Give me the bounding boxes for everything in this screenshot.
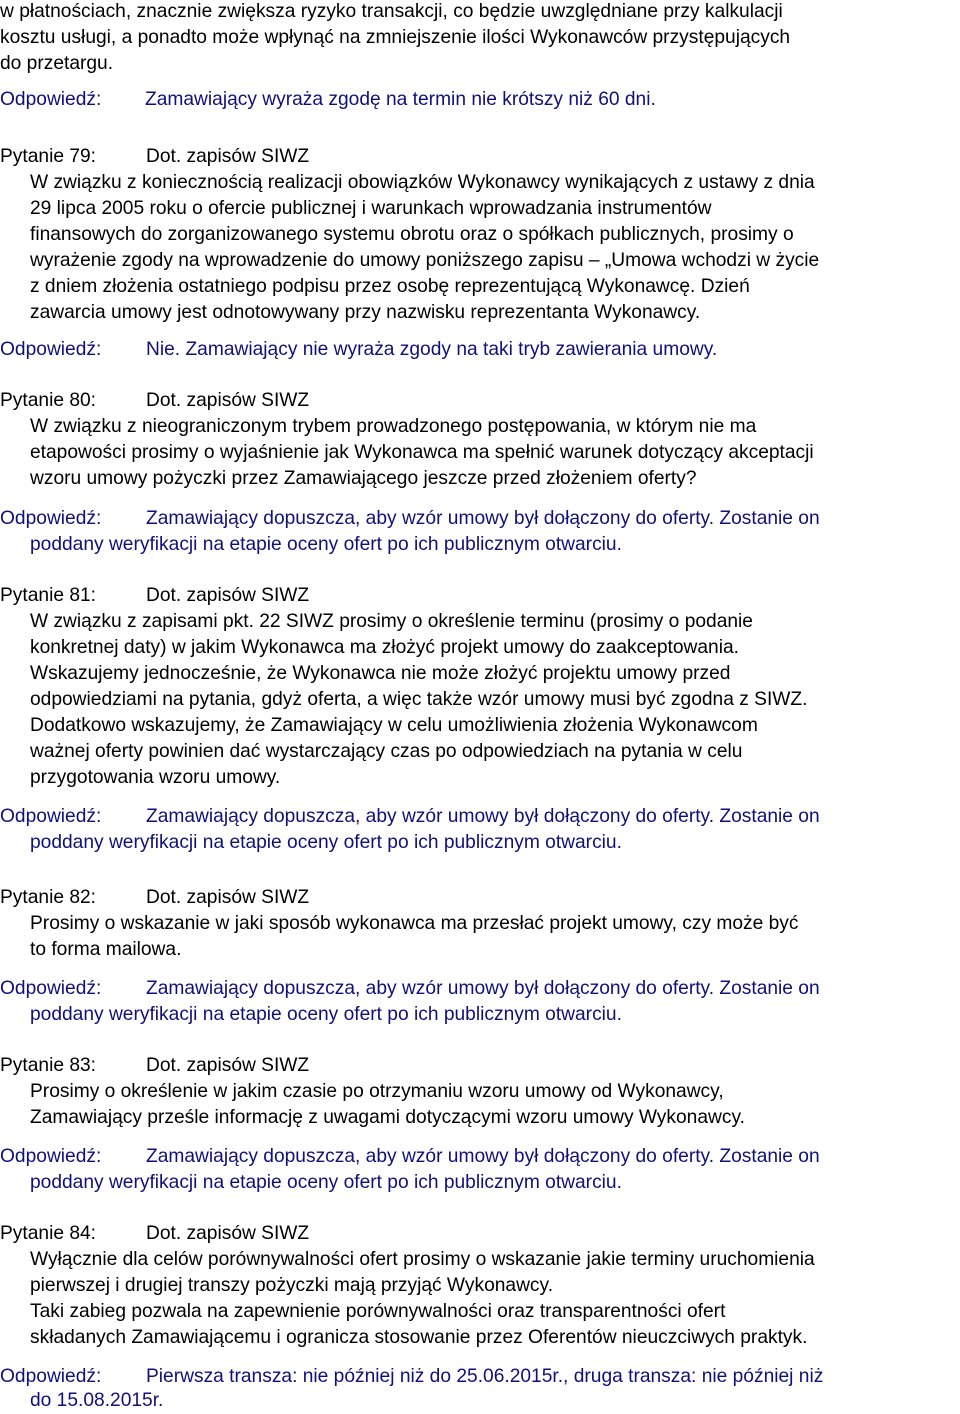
answer-label: Odpowiedź: (0, 89, 102, 110)
question-line: konkretnej daty) w jakim Wykonawca ma złożyć projekt umowy do zaakceptowania. (30, 637, 739, 658)
question-ref: Dot. zapisów SIWZ (146, 887, 310, 908)
question-line: Taki zabieg pozwala na zapewnienie porównywalności oraz transparentności ofert (30, 1301, 726, 1322)
answer-line: poddany weryfikacji na etapie oceny ofert po ich publicznym otwarciu. (30, 534, 622, 555)
answer-text: Zamawiający wyraża zgodę na termin nie krótszy niż 60 dni. (145, 89, 656, 110)
paragraph-line: kosztu usługi, a ponadto może wpłynąć na zmniejszenie ilości Wykonawców przystępujących (0, 27, 791, 48)
answer-line: Pierwsza transza: nie później niż do 25.06.2015r., druga transza: nie później niż (146, 1366, 824, 1387)
question-line: przygotowania wzoru umowy. (30, 767, 281, 788)
answer-line: poddany weryfikacji na etapie oceny ofert po ich publicznym otwarciu. (30, 832, 622, 853)
answer-line: Zamawiający dopuszcza, aby wzór umowy był dołączony do oferty. Zostanie on (146, 508, 820, 529)
question-line: Wyłącznie dla celów porównywalności ofert prosimy o wskazanie jakie terminy uruchomienia (30, 1249, 815, 1270)
question-title: Pytanie 81: (0, 585, 97, 606)
question-line: wzoru umowy pożyczki przez Zamawiającego jeszcze przed złożeniem oferty? (30, 468, 697, 489)
question-line: odpowiedziami na pytania, gdyż oferta, a więc także wzór umowy musi być zgodna z SIWZ. (30, 689, 808, 710)
answer-line: Nie. Zamawiający nie wyraża zgody na taki tryb zawierania umowy. (146, 339, 718, 360)
question-line: W związku z koniecznością realizacji obowiązków Wykonawcy wynikających z ustawy z dnia (30, 172, 815, 193)
question-ref: Dot. zapisów SIWZ (146, 146, 310, 167)
question-title: Pytanie 80: (0, 390, 97, 411)
question-title: Pytanie 84: (0, 1223, 97, 1244)
answer-label: Odpowiedź: (0, 978, 102, 999)
answer-label: Odpowiedź: (0, 339, 102, 360)
question-line: Prosimy o wskazanie w jaki sposób wykonawca ma przesłać projekt umowy, czy może być (30, 913, 799, 934)
question-line: składanych Zamawiającemu i ogranicza stosowanie przez Oferentów nieuczciwych praktyk. (30, 1327, 808, 1348)
question-title: Pytanie 82: (0, 887, 97, 908)
question-line: ważnej oferty powinien dać wystarczający czas po odpowiedziach na pytania w celu (30, 741, 743, 762)
question-ref: Dot. zapisów SIWZ (146, 1055, 310, 1076)
question-title: Pytanie 79: (0, 146, 97, 167)
answer-line: do 15.08.2015r. (30, 1390, 164, 1411)
answer-line: Zamawiający dopuszcza, aby wzór umowy był dołączony do oferty. Zostanie on (146, 1146, 820, 1167)
question-line: W związku z zapisami pkt. 22 SIWZ prosimy o określenie terminu (prosimy o podanie (30, 611, 753, 632)
question-title: Pytanie 83: (0, 1055, 97, 1076)
question-line: pierwszej i drugiej transzy pożyczki mają przyjąć Wykonawcy. (30, 1275, 554, 1296)
question-ref: Dot. zapisów SIWZ (146, 1223, 310, 1244)
question-line: finansowych do zorganizowanego systemu obrotu oraz o spółkach publicznych, prosimy o (30, 224, 794, 245)
answer-line: poddany weryfikacji na etapie oceny ofert po ich publicznym otwarciu. (30, 1004, 622, 1025)
answer-line: poddany weryfikacji na etapie oceny ofert po ich publicznym otwarciu. (30, 1172, 622, 1193)
question-line: Zamawiający prześle informację z uwagami dotyczącymi wzoru umowy Wykonawcy. (30, 1107, 745, 1128)
question-line: Wskazujemy jednocześnie, że Wykonawca nie może złożyć projektu umowy przed (30, 663, 731, 684)
question-line: etapowości prosimy o wyjaśnienie jak Wykonawca ma spełnić warunek dotyczący akceptacji (30, 442, 814, 463)
answer-label: Odpowiedź: (0, 806, 102, 827)
question-line: z dniem złożenia ostatniego podpisu przez osobę reprezentującą Wykonawcę. Dzień (30, 276, 750, 297)
question-line: zawarcia umowy jest odnotowywany przy nazwisku reprezentanta Wykonawcy. (30, 302, 701, 323)
question-ref: Dot. zapisów SIWZ (146, 585, 310, 606)
paragraph-line: do przetargu. (0, 53, 114, 74)
paragraph-line: w płatnościach, znacznie zwiększa ryzyko transakcji, co będzie uwzględniane przy kalkulacji (0, 1, 783, 22)
question-line: W związku z nieograniczonym trybem prowadzonego postępowania, w którym nie ma (30, 416, 757, 437)
question-ref: Dot. zapisów SIWZ (146, 390, 310, 411)
question-line: wyrażenie zgody na wprowadzenie do umowy poniższego zapisu – „Umowa wchodzi w życie (30, 250, 820, 271)
question-line: Dodatkowo wskazujemy, że Zamawiający w celu umożliwienia złożenia Wykonawcom (30, 715, 758, 736)
answer-line: Zamawiający dopuszcza, aby wzór umowy był dołączony do oferty. Zostanie on (146, 978, 820, 999)
question-line: Prosimy o określenie w jakim czasie po otrzymaniu wzoru umowy od Wykonawcy, (30, 1081, 724, 1102)
question-line: to forma mailowa. (30, 939, 182, 960)
answer-label: Odpowiedź: (0, 1366, 102, 1387)
answer-label: Odpowiedź: (0, 1146, 102, 1167)
question-line: 29 lipca 2005 roku o ofercie publicznej i warunkach wprowadzania instrumentów (30, 198, 712, 219)
answer-line: Zamawiający dopuszcza, aby wzór umowy był dołączony do oferty. Zostanie on (146, 806, 820, 827)
answer-label: Odpowiedź: (0, 508, 102, 529)
